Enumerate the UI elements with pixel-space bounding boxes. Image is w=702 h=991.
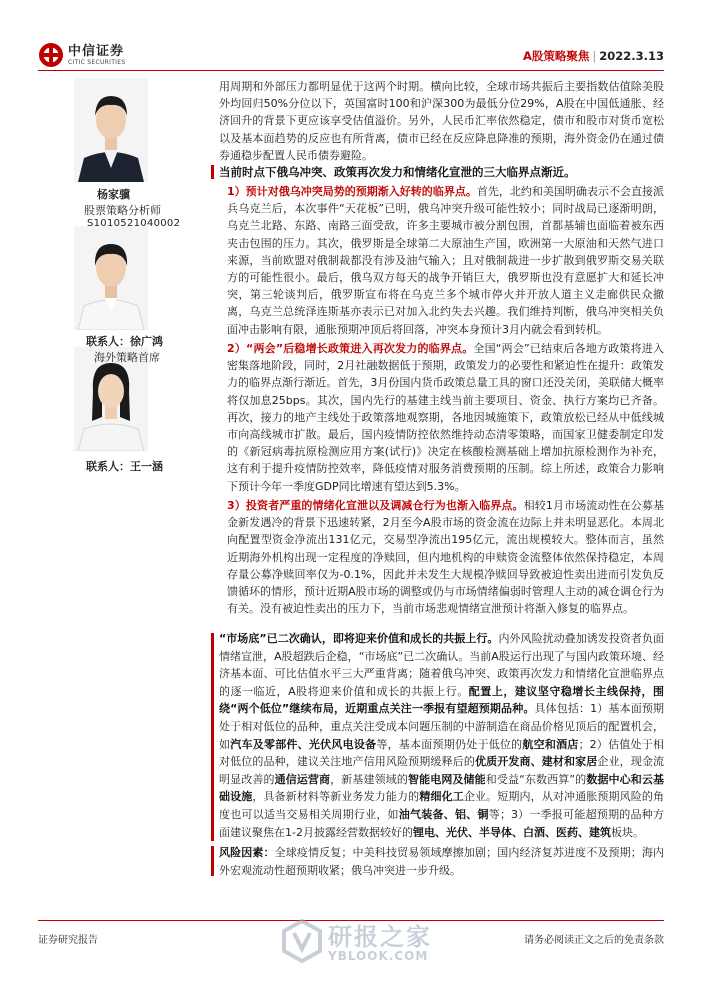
analyst-name: 杨家骥 [97, 188, 130, 201]
allocation-text-4: 企业，现金流明显改善的 [219, 755, 665, 786]
market-bottom-lead: “市场底”已二次确认，即将迎来价值和成长的共振上行。 [219, 632, 499, 645]
sector-keyword: 优质开发商、建材和家居 [474, 755, 598, 769]
point-1-lead: 1）预计对俄乌冲突局势的预期渐入好转的临界点。 [227, 185, 477, 198]
intro-paragraph: 用周期和外部压力都明显优于这两个时期。横向比较，全球市场共振后主要指数估值除美股外均回归50%分位以下，英国富时100和沪深300为最低分位29%，A股在中国低通胀、经济回升的背景下更应该享受估值溢价。另外，人民币汇率依然稳定，债市和股市对货币宽松以及基本面趋势的反应也有所背离，债市已经在反应降息降准的预期，海外资金仍在通过债券通稳步配置人民币债券避险。 [219, 80, 664, 162]
sector-keyword: 油气装备、铝、铜 [398, 807, 489, 821]
report-header [38, 40, 664, 70]
analyst-cert-number: S1010521040002 [87, 218, 181, 229]
market-bottom-paragraph [219, 630, 664, 841]
point-3-body: 相较1月市场流动性在公募基金新发遇冷的背景下迅速转紧，2月至今A股市场的资金流在边际上并未明显恶化。本周北向配置型资金净流出131亿元，交易型净流出195亿元，流出规模较大。整体而言，虽然近期海外机构出现一定程度的净赎回，但内地机构的申赎资金流整体依然保持稳定，本周存量公募净赎回率仅为-0.1%，因此并未发生大规模净赎回导致被迫性卖出进而引发负反馈循环的情形，预计近期A股市场的调整或仍与市场情绪偏弱时管理人主动的减仓调仓行为有关。没有被迫性卖出的压力下，当前市场悲观情绪宣泄预计将渐入修复的临界点。 [227, 499, 665, 616]
point-1 [227, 183, 664, 338]
risk-paragraph [219, 844, 664, 879]
allocation-text-7: ，具备新材料等新业务发力能力的 [252, 790, 420, 804]
analyst-photo-yang [74, 78, 148, 182]
analyst-title: 股票策略分析师 [84, 204, 161, 217]
sector-keyword: 汽车及零部件、光伏风电设备 [230, 737, 377, 751]
market-bottom-text: 内外风险扰动叠加诱发投资者负面情绪宣泄，A股超跌后企稳，“市场底”已二次确认。当前A股运行出现了与国内政策环境、经济基本面、可比估值水平三大严重背离；随着俄乌冲突、政策再次发力和情绪化宣泄临界点的逐一临近，A股将迎来价值和成长的共振上行。 [219, 632, 664, 698]
header-divider: | [592, 49, 597, 63]
allocation-text-2: 等，基本面预期仍处于低位的 [376, 737, 523, 751]
risk-text: 全球疫情反复；中美科技贸易领域摩擦加剧；国内经济复苏进度不及预期；海内外宏观流动性超预期收紧；俄乌冲突进一步升级。 [219, 846, 665, 877]
watermark-logo-icon [282, 919, 322, 963]
citic-logo [38, 40, 125, 70]
sector-keyword: 智能电网及储能 [407, 772, 486, 786]
header-info [523, 48, 664, 64]
sector-keyword: 数据中心和云基础设施 [219, 772, 665, 804]
point-3 [227, 497, 664, 617]
allocation-text-9: 等；3）一季报可能超预期的品种方面建议聚焦在1-2月披露经营数据较好的 [219, 807, 665, 839]
point-2-body: 全国“两会”已结束后各地方政策将进入密集落地阶段，同时，2月社融数据低于预期，政策发力的必要性和紧迫性在提升：政策发力的临界点渐行渐近。首先，3月份国内货币政策总量工具的窗口还没关闭，美联储大概率将仅加息25bps。其次，国内先行的基建主线当前主要项目、资金、执行方案均已齐备。再次，接力的地产主线处于政策落地观察期，各地因城施策下，政策放松已经从中低线城市向高线城市扩散。最后，国内疫情防控依然维持动态清零策略，而国家卫健委制定印发的《新冠病毒抗原检测应用方案(试行)》决定在核酸检测基础上增加抗原检测作为补充，这有利于提升疫情防控效率，降低疫情对服务消费预期的压制。综上所述，政策合力影响下预计今年一季度GDP同比增速有望达到5.3%。 [227, 342, 664, 493]
point-1-body: 首先，北约和美国明确表示不会直接派兵乌克兰后，本次事件“天花板”已明，俄乌冲突升级可能性较小；同时战局已逐渐明朗，乌克兰北路、东路、南路三面受敌，许多主要城市被分割包围，首都基辅也面临着被东西夹击包围的压力。其次，俄罗斯是全球第二大原油生产国，欧洲第一大原油和天然气进口来源，当前欧盟对俄制裁都没有涉及油气输入；且对俄制裁进一步扩散到俄罗斯交易关联方的可能性很小。最后，俄乌双方每天的战争开销巨大，俄罗斯也没有意愿扩大和延长冲突，第三轮谈判后，俄罗斯宣布将在乌克兰多个城市停火并开放人道主义走廊供民众撤离，乌克兰总统泽连斯基亦表示已对加入北约失去兴趣。我们维持判断，俄乌冲突相关负面冲击影响有限，通胀预期冲顶后将回落，冲突本身预计3月内就会看到转机。 [227, 185, 664, 336]
risk-label: 风险因素： [219, 846, 275, 859]
section-marker [211, 165, 214, 179]
sector-keyword: 通信运营商 [274, 772, 331, 786]
contact-name-xu: 联系人：徐广鸿 [86, 335, 163, 348]
sector-keyword: 航空和酒店 [522, 737, 579, 751]
sector-keyword: 锂电、光伏、半导体、白酒、医药、建筑 [412, 825, 611, 839]
brand-name-en: CITIC SECURITIES [68, 58, 126, 66]
risk-marker [211, 846, 214, 876]
sector-keyword: 精细化工 [419, 790, 464, 804]
allocation-text-8: 企业。短期内，从对冲通胀预期风险的角度也可以适当交易相关周期行业，如 [219, 790, 665, 821]
watermark [282, 913, 442, 971]
allocation-text-1: 具体包括：1）基本面预期处于相对低位的品种，重点关注受成本问题压制的中游制造在商品价格见顶后的配置机会，如 [219, 702, 664, 751]
citic-logo-icon [38, 42, 64, 68]
watermark-text-cn: 研报之家 [328, 923, 432, 951]
allocation-text-10: 板块。 [610, 825, 644, 839]
contact-name-wang: 联系人：王一涵 [86, 460, 163, 473]
footer-report-type: 证券研究报告 [38, 935, 98, 946]
point-2 [227, 340, 664, 495]
contact-title-xu: 海外策略首席 [94, 351, 160, 364]
point-3-lead: 3）投资者严重的情绪化宣泄以及调减仓行为也渐入临界点。 [227, 499, 524, 512]
allocation-lead: 配置上，建议坚守稳增长主线保持，围绕“两个低位”继续布局，近期重点关注一季报有望超预期品种。 [219, 684, 664, 716]
allocation-text-3: ；2）估值处于相对低位的品种，建议关注地产信用风险预期缓释后的 [219, 737, 665, 769]
report-date: 2022.3.13 [599, 49, 664, 63]
footer-disclaimer: 请务必阅读正文之后的免责条款 [524, 935, 664, 946]
watermark-text-en: YBLOOK.COM [328, 949, 429, 963]
analyst-photo-xu [74, 226, 148, 330]
point-2-lead: 2）“两会”后稳增长政策进入再次发力的临界点。 [227, 342, 474, 355]
brand-name-cn: 中信证券 [68, 43, 125, 59]
allocation-text-5: ，新基建领域的 [330, 772, 408, 786]
market-bottom-marker [211, 633, 214, 841]
section-heading: 当前时点下俄乌冲突、政策再次发力和情绪化宣泄的三大临界点渐近。 [219, 165, 576, 179]
allocation-text-6: 和受益“东数西算”的 [485, 772, 587, 786]
report-title: A股策略聚焦 [522, 49, 590, 63]
header-rule [38, 70, 664, 71]
